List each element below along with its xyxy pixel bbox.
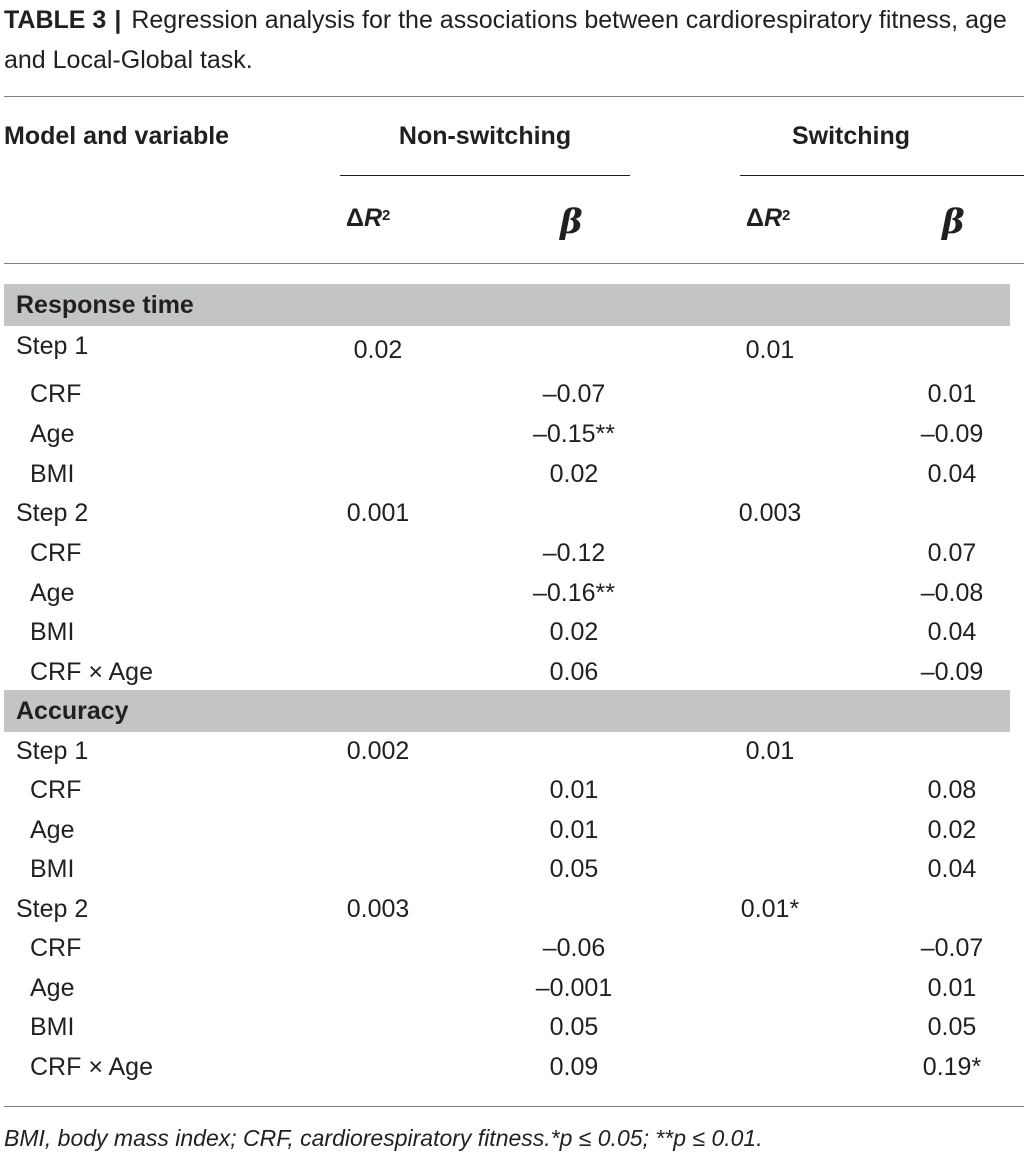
ns-beta: 0.01 — [549, 776, 599, 804]
delta-symbol: Δ — [346, 204, 364, 232]
variable-label: CRF — [30, 539, 82, 567]
ns-beta: 0.01 — [549, 816, 599, 844]
variable-label: CRF — [30, 934, 82, 962]
variable-label: CRF × Age — [30, 1053, 153, 1081]
ns-beta: –0.12 — [542, 539, 606, 567]
ns-beta: –0.15** — [532, 420, 616, 448]
table-row — [0, 815, 1028, 853]
sw-delta-r2: 0.003 — [738, 499, 802, 527]
table-row — [0, 459, 1028, 497]
header-bottom-rule — [4, 263, 1024, 264]
ns-beta-header: β — [560, 202, 583, 242]
table-row — [0, 854, 1028, 892]
r-superscript: 2 — [782, 207, 791, 224]
header-non-switching: Non-switching — [398, 122, 572, 150]
sw-beta: 0.05 — [927, 1013, 977, 1041]
sw-beta: 0.07 — [927, 539, 977, 567]
sw-beta: 0.19* — [922, 1053, 982, 1081]
delta-symbol: Δ — [746, 204, 764, 232]
section-title: Response time — [16, 291, 194, 319]
table-row — [0, 1012, 1028, 1050]
sw-delta-r2-header — [746, 203, 790, 233]
ns-delta-r2: 0.003 — [346, 895, 410, 923]
ns-delta-r2: 0.002 — [346, 737, 410, 765]
r-symbol: R — [763, 204, 783, 232]
header-model-variable: Model and variable — [4, 122, 230, 150]
section-band-accuracy — [4, 690, 1010, 732]
sw-delta-r2: 0.01 — [745, 336, 795, 364]
table-row — [0, 419, 1028, 457]
ns-beta: –0.16** — [532, 579, 616, 607]
step-label: Step 2 — [16, 499, 89, 527]
step-label: Step 2 — [16, 895, 89, 923]
table-caption — [4, 0, 1014, 80]
step-row — [0, 894, 1028, 932]
variable-label: Age — [30, 816, 75, 844]
sw-beta: 0.08 — [927, 776, 977, 804]
variable-label: BMI — [30, 618, 75, 646]
sw-delta-r2: 0.01 — [745, 737, 795, 765]
variable-label: Age — [30, 974, 75, 1002]
sw-beta: –0.09 — [920, 420, 984, 448]
section-title: Accuracy — [16, 697, 129, 725]
r-symbol: R — [363, 204, 383, 232]
sw-beta: 0.04 — [927, 855, 977, 883]
sw-beta: –0.08 — [920, 579, 984, 607]
table-footnote: BMI, body mass index; CRF, cardiorespiratory fitness.*p ≤ 0.05; **p ≤ 0.01. — [4, 1125, 763, 1151]
switching-subrule — [740, 175, 1024, 176]
ns-beta: 0.02 — [549, 618, 599, 646]
variable-label: BMI — [30, 1013, 75, 1041]
ns-beta: 0.05 — [549, 855, 599, 883]
non-switching-subrule — [340, 175, 630, 176]
ns-beta: 0.05 — [549, 1013, 599, 1041]
table-label: TABLE 3 — [4, 6, 107, 34]
sw-beta: 0.04 — [927, 618, 977, 646]
table-row — [0, 578, 1028, 616]
variable-label: Age — [30, 579, 75, 607]
ns-beta: 0.02 — [549, 460, 599, 488]
sw-beta: –0.07 — [920, 934, 984, 962]
variable-label: CRF × Age — [30, 658, 153, 686]
sw-beta-header: β — [942, 202, 965, 242]
table-row — [0, 538, 1028, 576]
sw-delta-r2: 0.01* — [740, 895, 800, 923]
caption-separator: | — [114, 6, 122, 34]
ns-beta: 0.06 — [549, 658, 599, 686]
ns-beta: –0.07 — [542, 380, 606, 408]
variable-label: CRF — [30, 380, 82, 408]
step-row — [0, 736, 1028, 774]
header-switching: Switching — [791, 122, 911, 150]
variable-label: BMI — [30, 460, 75, 488]
ns-beta: –0.06 — [542, 934, 606, 962]
r-superscript: 2 — [382, 207, 391, 224]
caption-text: Regression analysis for the associations between cardiorespiratory fitness, age and Local-Global task. — [4, 6, 1007, 74]
table-row — [0, 379, 1028, 417]
bottom-rule — [4, 1106, 1024, 1107]
ns-delta-r2: 0.001 — [346, 499, 410, 527]
table-row — [0, 973, 1028, 1011]
table-row — [0, 1052, 1028, 1090]
step-row — [0, 331, 1028, 369]
sw-beta: 0.04 — [927, 460, 977, 488]
table-row — [0, 933, 1028, 971]
sw-beta: 0.02 — [927, 816, 977, 844]
step-label: Step 1 — [16, 737, 89, 765]
step-row — [0, 498, 1028, 536]
table-row — [0, 775, 1028, 813]
ns-beta: 0.09 — [549, 1053, 599, 1081]
sw-beta: 0.01 — [927, 380, 977, 408]
top-rule — [4, 96, 1024, 97]
ns-delta-r2-header — [346, 203, 390, 233]
ns-beta: –0.001 — [535, 974, 613, 1002]
variable-label: Age — [30, 420, 75, 448]
variable-label: CRF — [30, 776, 82, 804]
variable-label: BMI — [30, 855, 75, 883]
ns-delta-r2: 0.02 — [353, 336, 403, 364]
sw-beta: 0.01 — [927, 974, 977, 1002]
step-label: Step 1 — [16, 332, 89, 360]
table-row — [0, 617, 1028, 655]
sw-beta: –0.09 — [920, 658, 984, 686]
section-band-response-time — [4, 284, 1010, 326]
